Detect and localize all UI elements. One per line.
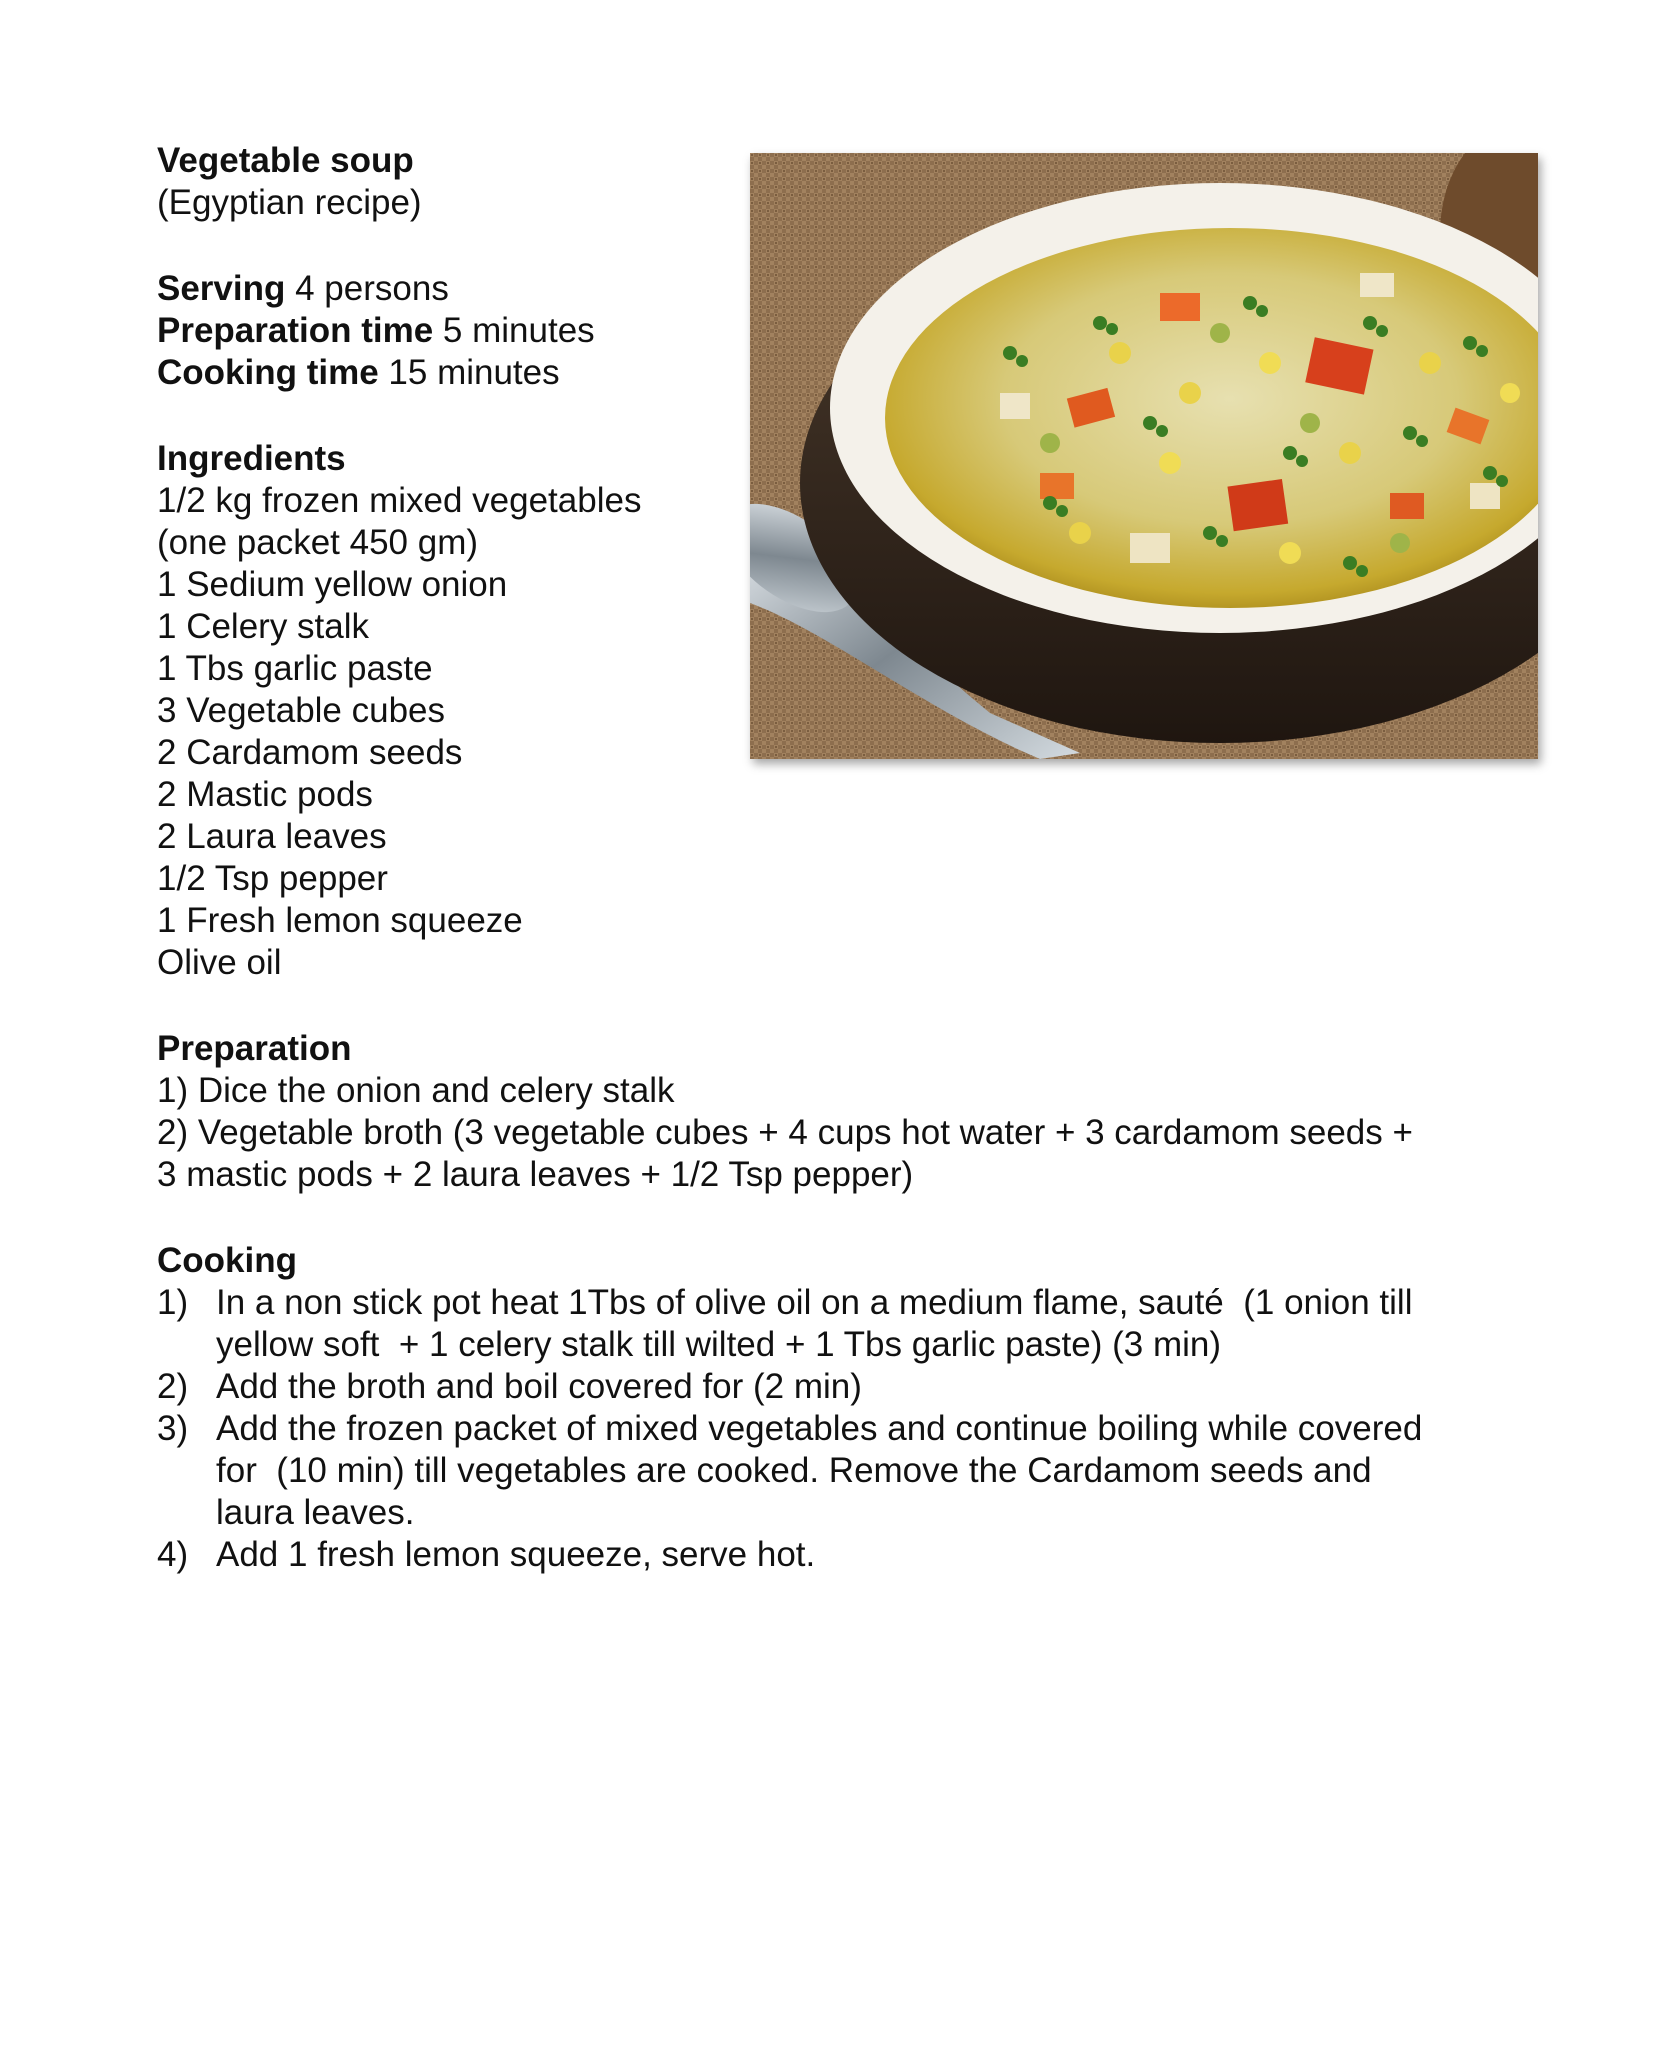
cooking-step bbox=[157, 1282, 1636, 1366]
ingredient-item: 1/2 Tsp pepper bbox=[157, 859, 388, 898]
cooking-step-number: 4) bbox=[157, 1535, 189, 1574]
soup-bowl-illustration bbox=[750, 153, 1538, 759]
preparation-step: 2) Vegetable broth (3 vegetable cubes + 4 cups hot water + 3 cardamom seeds + bbox=[157, 1113, 1413, 1152]
ingredient-item: 2 Cardamom seeds bbox=[157, 733, 463, 772]
cooking-step-text: Add the broth and boil covered for (2 min) bbox=[216, 1367, 862, 1406]
cooking-step-number: 2) bbox=[157, 1367, 189, 1406]
ingredient-item: 1 Fresh lemon squeeze bbox=[157, 901, 523, 940]
recipe-subtitle: (Egyptian recipe) bbox=[157, 183, 422, 222]
cooking-step bbox=[157, 1366, 1636, 1408]
ingredient-item: (one packet 450 gm) bbox=[157, 523, 479, 562]
ingredients-heading: Ingredients bbox=[157, 439, 346, 478]
cooking-step-text: yellow soft + 1 celery stalk till wilted + 1 Tbs garlic paste) (3 min) bbox=[216, 1325, 1222, 1364]
ingredient-item: 3 Vegetable cubes bbox=[157, 691, 446, 730]
recipe-title: Vegetable soup bbox=[157, 141, 414, 180]
soup-bowl-photo bbox=[750, 153, 1538, 759]
cooking-heading: Cooking bbox=[157, 1241, 297, 1280]
preparation-list bbox=[157, 1070, 1497, 1196]
ingredient-item: 2 Mastic pods bbox=[157, 775, 373, 814]
cooking-step-text: Add 1 fresh lemon squeeze, serve hot. bbox=[216, 1535, 816, 1574]
ingredient-item: Olive oil bbox=[157, 943, 282, 982]
cooking-step-text: In a non stick pot heat 1Tbs of olive oil on a medium flame, sauté (1 onion till bbox=[216, 1283, 1413, 1322]
meta-cooking-label: Cooking time bbox=[157, 353, 379, 392]
cooking-step-number: 3) bbox=[157, 1409, 189, 1448]
meta-preparation-label: Preparation time bbox=[157, 311, 434, 350]
meta-cooking-value: 15 minutes bbox=[378, 353, 560, 392]
meta-serving-label: Serving bbox=[157, 269, 286, 308]
preparation-heading: Preparation bbox=[157, 1029, 352, 1068]
preparation-step: 1) Dice the onion and celery stalk bbox=[157, 1071, 675, 1110]
cooking-step-text: Add the frozen packet of mixed vegetables and continue boiling while covered bbox=[216, 1409, 1423, 1448]
cooking-steps bbox=[157, 1282, 1497, 1576]
cooking-step bbox=[157, 1408, 1636, 1534]
ingredient-item: 1 Celery stalk bbox=[157, 607, 370, 646]
ingredient-item: 1/2 kg frozen mixed vegetables bbox=[157, 481, 642, 520]
meta-preparation-value: 5 minutes bbox=[433, 311, 595, 350]
preparation-step: 3 mastic pods + 2 laura leaves + 1/2 Tsp pepper) bbox=[157, 1155, 914, 1194]
ingredient-item: 1 Sedium yellow onion bbox=[157, 565, 508, 604]
ingredient-item: 2 Laura leaves bbox=[157, 817, 387, 856]
cooking-step-text: for (10 min) till vegetables are cooked. Remove the Cardamom seeds and bbox=[216, 1451, 1372, 1490]
ingredient-item: 1 Tbs garlic paste bbox=[157, 649, 433, 688]
meta-serving-value: 4 persons bbox=[285, 269, 449, 308]
cooking-step bbox=[157, 1534, 1636, 1576]
cooking-step-number: 1) bbox=[157, 1283, 189, 1322]
cooking-step-text: laura leaves. bbox=[216, 1493, 415, 1532]
